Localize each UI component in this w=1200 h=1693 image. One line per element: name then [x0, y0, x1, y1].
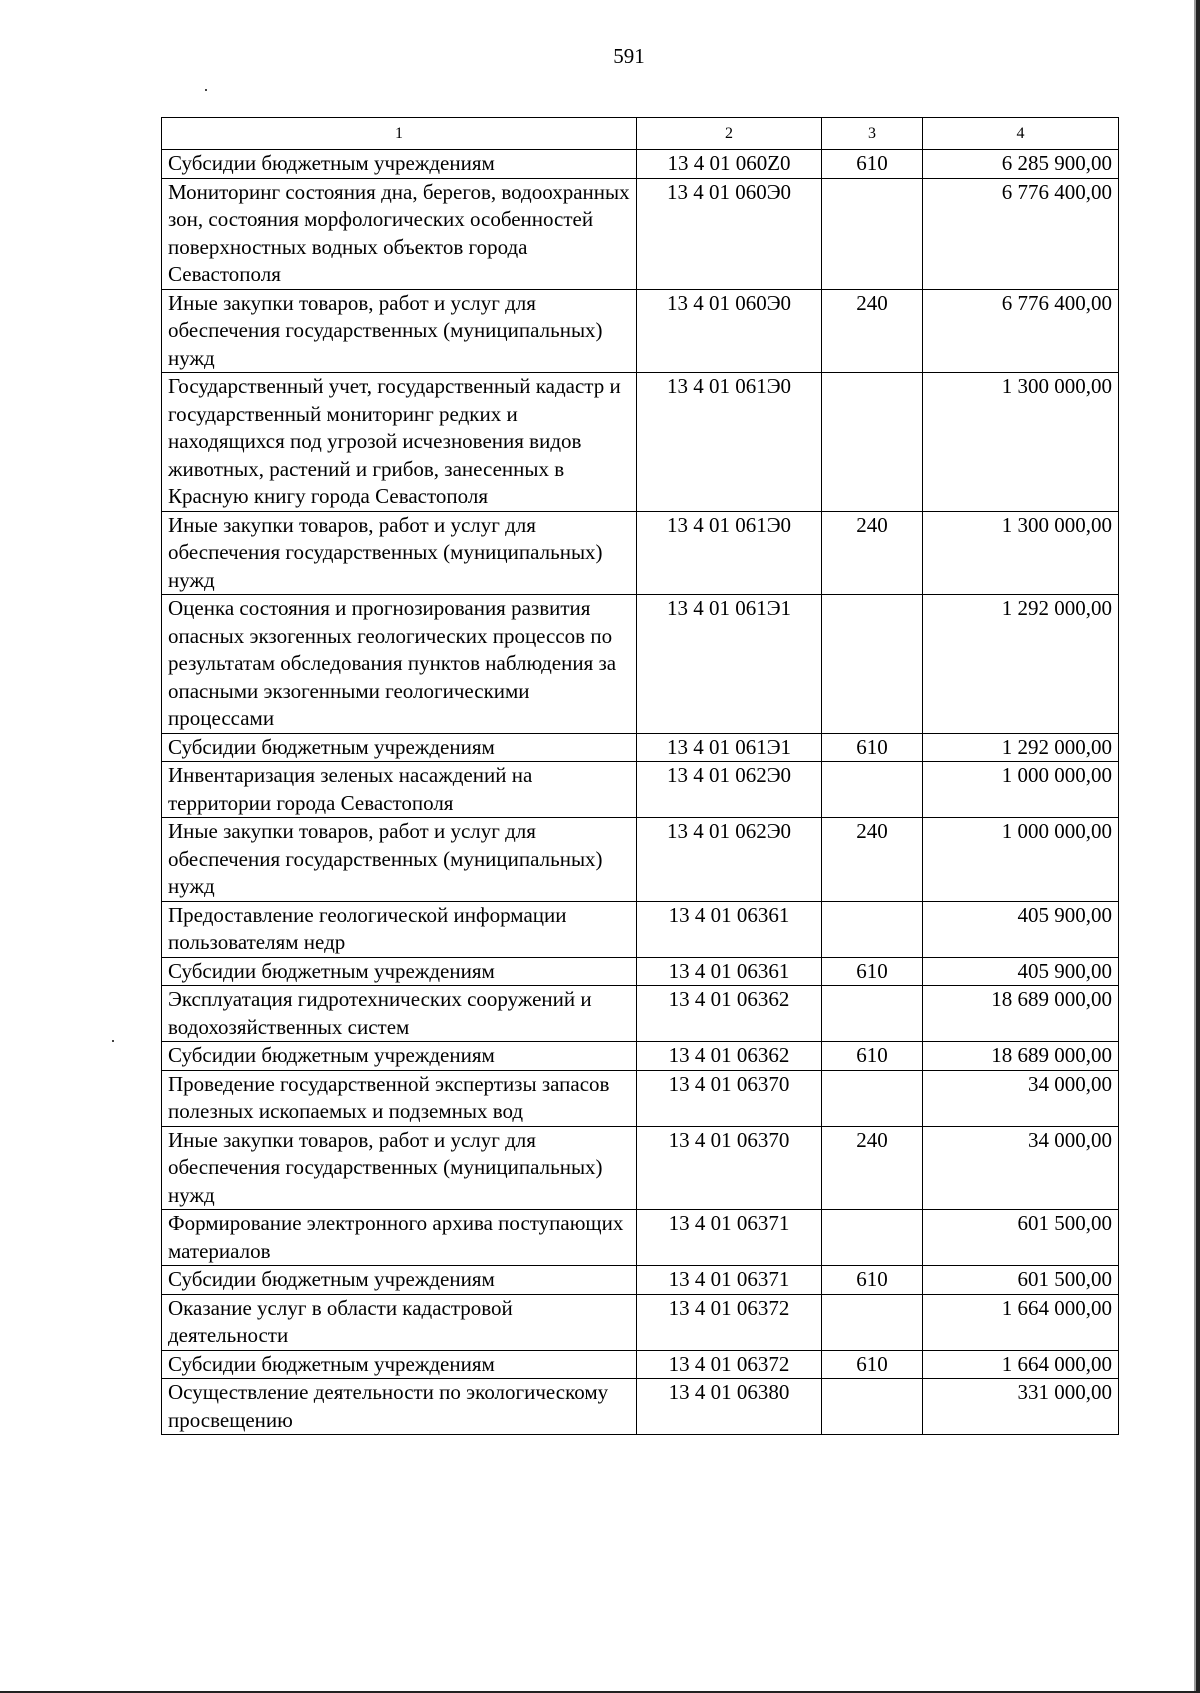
row-amount-cell: 6 776 400,00 — [923, 178, 1119, 289]
row-name-cell: Субсидии бюджетным учреждениям — [162, 1042, 637, 1071]
row-code-cell: 13 4 01 06380 — [637, 1379, 822, 1435]
row-type-cell — [822, 1379, 923, 1435]
row-name-cell: Иные закупки товаров, работ и услуг для обеспечения государственных (муниципальных) нужд — [162, 289, 637, 373]
row-type-cell — [822, 1070, 923, 1126]
row-name-cell: Субсидии бюджетным учреждениям — [162, 733, 637, 762]
row-type-cell — [822, 1294, 923, 1350]
table-row — [162, 1042, 1119, 1071]
row-name-cell: Эксплуатация гидротехнических сооружений и водохозяйственных систем — [162, 986, 637, 1042]
row-code-cell: 13 4 01 06361 — [637, 901, 822, 957]
row-name-cell: Субсидии бюджетным учреждениям — [162, 957, 637, 986]
row-code-cell: 13 4 01 06362 — [637, 986, 822, 1042]
scan-speck — [205, 89, 207, 91]
table-row — [162, 289, 1119, 373]
column-header-type: 3 — [822, 118, 923, 150]
row-code-cell: 13 4 01 061Э1 — [637, 733, 822, 762]
row-amount-cell: 18 689 000,00 — [923, 986, 1119, 1042]
row-amount-cell: 331 000,00 — [923, 1379, 1119, 1435]
row-name-cell: Осуществление деятельности по экологическому просвещению — [162, 1379, 637, 1435]
row-amount-cell: 1 000 000,00 — [923, 762, 1119, 818]
row-type-cell: 610 — [822, 957, 923, 986]
row-code-cell: 13 4 01 06372 — [637, 1294, 822, 1350]
table-row — [162, 1126, 1119, 1210]
row-amount-cell: 405 900,00 — [923, 901, 1119, 957]
row-type-cell — [822, 178, 923, 289]
table-row — [162, 1379, 1119, 1435]
row-amount-cell: 6 776 400,00 — [923, 289, 1119, 373]
page-number: 591 — [613, 44, 645, 68]
row-name-cell: Субсидии бюджетным учреждениям — [162, 1266, 637, 1295]
column-header-amount: 4 — [923, 118, 1119, 150]
row-code-cell: 13 4 01 060Э0 — [637, 289, 822, 373]
row-code-cell: 13 4 01 061Э1 — [637, 595, 822, 734]
table-row — [162, 595, 1119, 734]
scan-speck — [112, 1040, 114, 1042]
row-type-cell: 240 — [822, 289, 923, 373]
table-row — [162, 818, 1119, 902]
row-type-cell: 610 — [822, 1350, 923, 1379]
table-row — [162, 511, 1119, 595]
row-amount-cell: 18 689 000,00 — [923, 1042, 1119, 1071]
row-type-cell — [822, 762, 923, 818]
table-row — [162, 150, 1119, 179]
row-name-cell: Проведение государственной экспертизы запасов полезных ископаемых и подземных вод — [162, 1070, 637, 1126]
budget-table — [161, 117, 1119, 1435]
row-amount-cell: 1 292 000,00 — [923, 733, 1119, 762]
row-name-cell: Инвентаризация зеленых насаждений на территории города Севастополя — [162, 762, 637, 818]
row-amount-cell: 6 285 900,00 — [923, 150, 1119, 179]
row-name-cell: Субсидии бюджетным учреждениям — [162, 1350, 637, 1379]
column-header-name: 1 — [162, 118, 637, 150]
row-type-cell — [822, 986, 923, 1042]
row-code-cell: 13 4 01 06372 — [637, 1350, 822, 1379]
column-header-code: 2 — [637, 118, 822, 150]
row-code-cell: 13 4 01 06370 — [637, 1126, 822, 1210]
row-amount-cell: 34 000,00 — [923, 1070, 1119, 1126]
table-row — [162, 901, 1119, 957]
table-row — [162, 986, 1119, 1042]
table-row — [162, 733, 1119, 762]
row-type-cell: 240 — [822, 1126, 923, 1210]
row-name-cell: Мониторинг состояния дна, берегов, водоохранных зон, состояния морфологических особенностей поверхностных водных объектов города Севастополя — [162, 178, 637, 289]
row-type-cell: 610 — [822, 1266, 923, 1295]
row-amount-cell: 1 300 000,00 — [923, 373, 1119, 512]
table-row — [162, 178, 1119, 289]
row-code-cell: 13 4 01 061Э0 — [637, 373, 822, 512]
row-name-cell: Предоставление геологической информации пользователям недр — [162, 901, 637, 957]
row-name-cell: Государственный учет, государственный кадастр и государственный мониторинг редких и находящихся под угрозой исчезновения видов животных, растений и грибов, занесенных в Красную книгу города Севастополя — [162, 373, 637, 512]
row-type-cell: 240 — [822, 511, 923, 595]
row-name-cell: Субсидии бюджетным учреждениям — [162, 150, 637, 179]
row-name-cell: Оказание услуг в области кадастровой деятельности — [162, 1294, 637, 1350]
row-name-cell: Формирование электронного архива поступающих материалов — [162, 1210, 637, 1266]
row-amount-cell: 405 900,00 — [923, 957, 1119, 986]
row-amount-cell: 601 500,00 — [923, 1210, 1119, 1266]
table-header-row — [162, 118, 1119, 150]
row-type-cell — [822, 373, 923, 512]
row-code-cell: 13 4 01 06362 — [637, 1042, 822, 1071]
row-amount-cell: 1 664 000,00 — [923, 1294, 1119, 1350]
row-code-cell: 13 4 01 06371 — [637, 1210, 822, 1266]
table-row — [162, 1350, 1119, 1379]
row-type-cell — [822, 1210, 923, 1266]
row-type-cell — [822, 901, 923, 957]
row-type-cell: 610 — [822, 150, 923, 179]
row-type-cell: 240 — [822, 818, 923, 902]
row-code-cell: 13 4 01 06370 — [637, 1070, 822, 1126]
row-amount-cell: 34 000,00 — [923, 1126, 1119, 1210]
row-code-cell: 13 4 01 06371 — [637, 1266, 822, 1295]
row-amount-cell: 601 500,00 — [923, 1266, 1119, 1295]
table-row — [162, 1294, 1119, 1350]
row-code-cell: 13 4 01 061Э0 — [637, 511, 822, 595]
row-code-cell: 13 4 01 060Z0 — [637, 150, 822, 179]
row-code-cell: 13 4 01 062Э0 — [637, 762, 822, 818]
row-name-cell: Иные закупки товаров, работ и услуг для обеспечения государственных (муниципальных) нужд — [162, 818, 637, 902]
row-type-cell — [822, 595, 923, 734]
row-code-cell: 13 4 01 06361 — [637, 957, 822, 986]
table-row — [162, 1070, 1119, 1126]
row-name-cell: Иные закупки товаров, работ и услуг для обеспечения государственных (муниципальных) нужд — [162, 1126, 637, 1210]
row-code-cell: 13 4 01 062Э0 — [637, 818, 822, 902]
scan-edge-right — [1196, 0, 1200, 1693]
table-row — [162, 762, 1119, 818]
row-amount-cell: 1 000 000,00 — [923, 818, 1119, 902]
table-row — [162, 1210, 1119, 1266]
table-body — [162, 150, 1119, 1435]
row-amount-cell: 1 300 000,00 — [923, 511, 1119, 595]
row-type-cell: 610 — [822, 1042, 923, 1071]
table-row — [162, 1266, 1119, 1295]
row-amount-cell: 1 292 000,00 — [923, 595, 1119, 734]
table-row — [162, 373, 1119, 512]
table-row — [162, 957, 1119, 986]
row-name-cell: Оценка состояния и прогнозирования развития опасных экзогенных геологических процессов по результатам обследования пунктов наблюдения за опасными экзогенными геологическими процессами — [162, 595, 637, 734]
row-code-cell: 13 4 01 060Э0 — [637, 178, 822, 289]
row-name-cell: Иные закупки товаров, работ и услуг для обеспечения государственных (муниципальных) нужд — [162, 511, 637, 595]
row-amount-cell: 1 664 000,00 — [923, 1350, 1119, 1379]
row-type-cell: 610 — [822, 733, 923, 762]
